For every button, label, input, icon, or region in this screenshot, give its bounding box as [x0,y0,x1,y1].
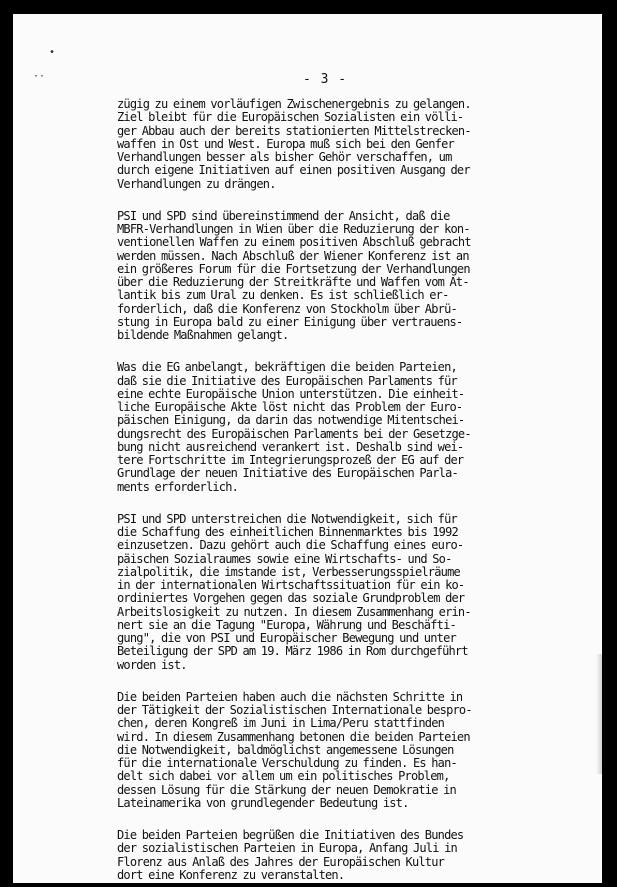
paragraph [117,98,572,191]
text-line: bung nicht ausreichend verankert ist. Deshalb sind wei- [117,439,464,454]
paragraph [117,829,572,882]
text-line: waffen in Ost und West. Europa muß sich bei den Genfer [117,136,454,151]
paragraph [117,513,572,672]
scan-mark: ·· [33,71,46,82]
paragraph [117,361,572,494]
text-line: ventionellen Waffen zu einem positiven Abschluß gebracht [117,235,471,250]
scan-mark: • [49,47,56,58]
text-line: PSI und SPD sind übereinstimmend der Ansicht, daß die [117,208,450,223]
text-line: MBFR-Verhandlungen in Wien über die Reduzierung der kon- [117,222,470,236]
text-line: ordiniertes Vorgehen gegen das soziale Grundproblem der [117,591,465,606]
text-line: über die Reduzierung der Streitkräfte und Waffen vom At- [117,275,469,289]
text-line: durch eigene Initiativen auf einen positiven Ausgang der [117,163,470,178]
text-line: ments erforderlich. [117,479,239,494]
text-line: bildende Maßnahmen gelangt. [117,328,289,342]
paragraph [117,210,572,343]
text-line: Beteiligung der SPD am 19. März 1986 in Rom durchgeführt [117,644,468,659]
text-line: zügig zu einem vorläufigen Zwischenergebnis zu gelangen. [117,97,471,111]
text-line: Lateinamerika von grundlegender Bedeutung ist. [117,795,409,810]
text-line: der Tätigkeit der Sozialistischen Internationale bespro- [117,703,472,717]
text-line: päischen Sozialraumes sowie eine Wirtschafts- und So- [117,551,452,566]
page-number: - 3 - [303,72,348,87]
text-line: werden müssen. Nach Abschluß der Wiener Konferenz ist an [117,248,469,263]
text-line: für die internationale Verschuldung zu finden. Es han- [117,756,457,770]
text-line: stung in Europa bald zu einer Einigung über vertrauens- [117,314,463,329]
text-line: der sozialistischen Parteien in Europa, Anfang Juli in [117,841,457,856]
text-line: Florenz aus Anlaß des Jahres der Europäischen Kultur [117,854,445,869]
text-line: dessen Lösung für die Stärkung der neuen Demokratie in [117,782,456,797]
text-line: gung", die von PSI und Europäischer Bewegung und unter [117,631,456,645]
text-line: daß sie die Initiative des Europäischen Parlaments für [117,373,457,388]
body-text [117,98,572,882]
paragraph [117,691,572,810]
text-line: päischen Einigung, da darin das notwendige Mitentschei- [117,413,465,428]
text-line: zialpolitik, die imstande ist, Verbesserungsspielräume [117,564,460,579]
text-line: in der internationalen Wirtschaftssituation für ein ko- [117,578,465,592]
text-line: ein größeres Forum für die Fortsetzung der Verhandlungen [117,261,470,276]
text-line: einzusetzen. Dazu gehört auch die Schaffung eines euro- [117,538,464,553]
text-line: Die beiden Parteien begrüßen die Initiativen des Bundes [117,828,464,842]
text-line: liche Europäische Akte löst nicht das Problem der Euro- [117,400,463,414]
text-line: die Notwendigkeit, baldmöglichst angemessene Lösungen [117,742,454,757]
text-line: dort eine Konferenz zu veranstalten. [117,867,345,882]
text-line: Grundlage der neuen Initiative des Europäischen Parla- [117,466,458,481]
text-line: Verhandlungen zu drängen. [117,176,276,191]
text-line: delt sich dabei vor allem um ein politisches Problem, [117,769,450,784]
text-line: Die beiden Parteien haben auch die nächsten Schritte in [117,689,463,704]
text-line: chen, deren Kongreß im Juni in Lima/Peru stattfinden [117,716,445,731]
text-line: Ziel bleibt für die Europäischen Sozialisten ein völli- [117,110,464,125]
text-line: ger Abbau auch der bereits stationierten Mittelstrecken- [117,123,471,138]
text-line: lantik bis zum Ural zu denken. Es ist schließlich er- [117,288,449,303]
document-page [13,14,602,883]
scan-shadow [596,654,602,774]
text-line: tere Fortschritte im Integrierungsprozeß der EG auf der [117,453,464,467]
text-line: forderlich, daß die Konferenz von Stockholm über Abrü- [117,301,457,316]
text-line: PSI und SPD unterstreichen die Notwendigkeit, sich für [117,511,457,526]
text-line: nert sie an die Tagung "Europa, Währung und Beschäfti- [117,617,456,632]
text-line: dungsrecht des Europäischen Parlaments bei der Gesetzge- [117,426,471,441]
text-line: worden ist. [117,657,187,672]
text-line: Was die EG anbelangt, bekräftigen die beiden Parteien, [117,360,457,375]
text-line: wird. In diesem Zusammenhang betonen die beiden Parteien [117,729,470,744]
text-line: die Schaffung des einheitlichen Binnenmarktes bis 1992 [117,525,458,539]
text-line: Verhandlungen besser als bisher Gehör verschaffen, um [117,150,452,164]
text-line: Arbeitslosigkeit zu nutzen. In diesem Zusammenhang erin- [117,604,471,619]
text-line: eine echte Europäische Union unterstützen. Die einheit- [117,386,465,401]
